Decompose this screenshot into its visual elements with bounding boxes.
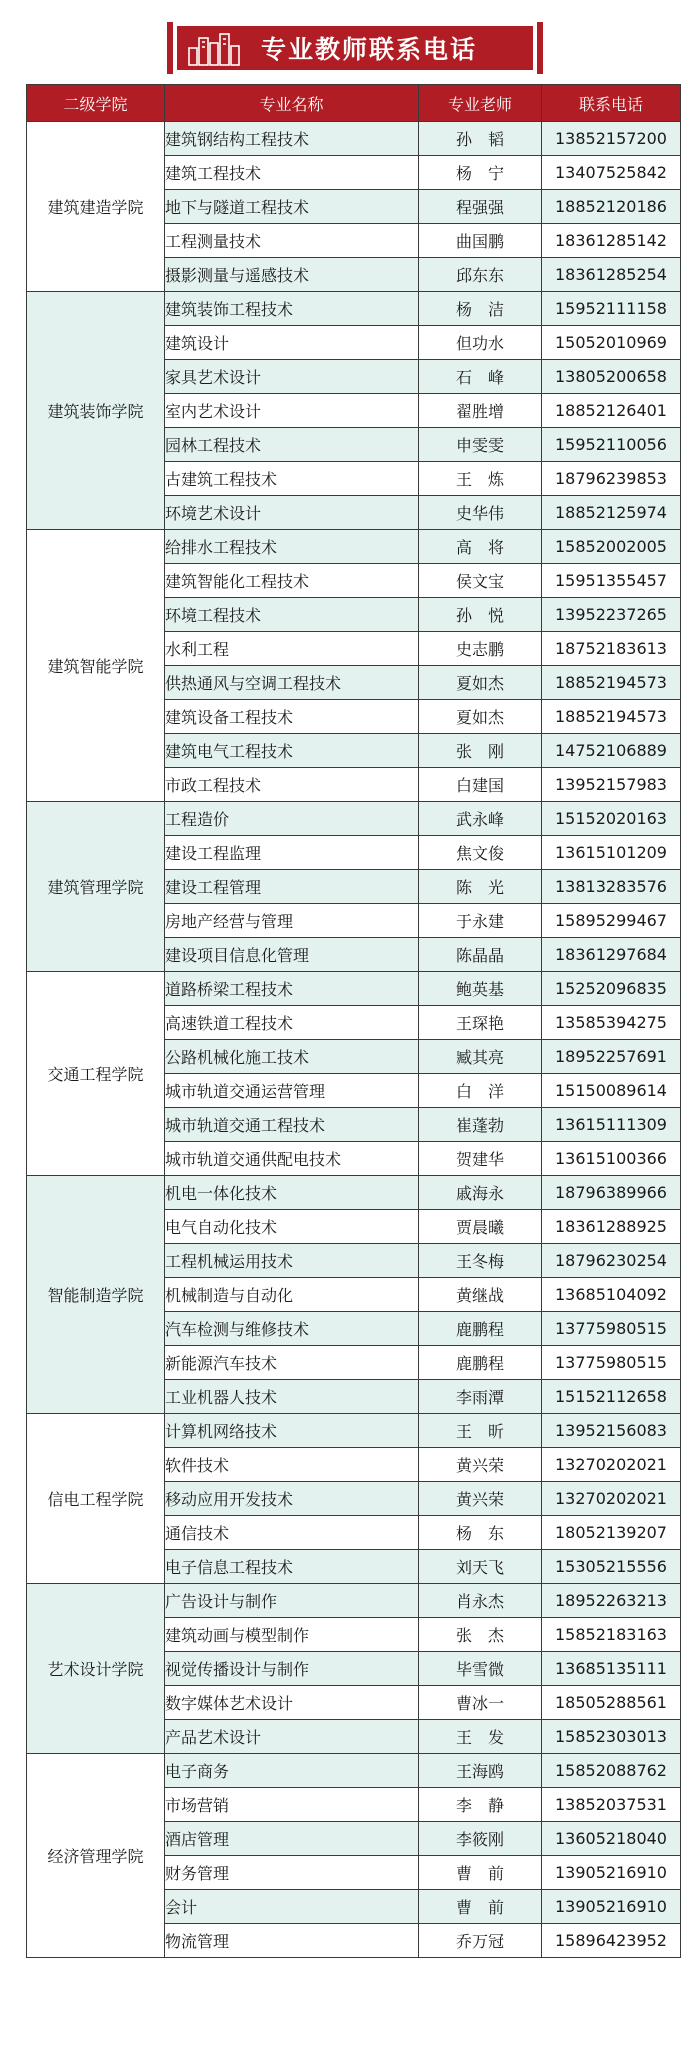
major-name: 工程造价 [165,802,419,836]
major-name: 建筑动画与模型制作 [165,1618,419,1652]
major-name: 城市轨道交通运营管理 [165,1074,419,1108]
table-row [27,1414,681,1448]
phone-number: 13905216910 [542,1890,681,1924]
contact-table [26,84,681,1958]
college-name: 建筑建造学院 [27,122,165,292]
phone-number: 13615101209 [542,836,681,870]
title-banner [177,26,533,70]
teacher-name: 王 昕 [419,1414,542,1448]
phone-number: 18796389966 [542,1176,681,1210]
table-row [27,292,681,326]
phone-number: 15852088762 [542,1754,681,1788]
phone-number: 15896423952 [542,1924,681,1958]
phone-number: 15052010969 [542,326,681,360]
teacher-name: 黄兴荣 [419,1482,542,1516]
teacher-name: 李 静 [419,1788,542,1822]
phone-number: 13407525842 [542,156,681,190]
phone-number: 18952257691 [542,1040,681,1074]
teacher-name: 贺建华 [419,1142,542,1176]
phone-number: 18852125974 [542,496,681,530]
phone-number: 13615111309 [542,1108,681,1142]
phone-number: 18952263213 [542,1584,681,1618]
major-name: 会计 [165,1890,419,1924]
table-row [27,1584,681,1618]
major-name: 家具艺术设计 [165,360,419,394]
college-name: 建筑装饰学院 [27,292,165,530]
teacher-name: 鹿鹏程 [419,1312,542,1346]
phone-number: 13775980515 [542,1312,681,1346]
teacher-name: 贾晨曦 [419,1210,542,1244]
phone-number: 14752106889 [542,734,681,768]
major-name: 给排水工程技术 [165,530,419,564]
teacher-name: 史华伟 [419,496,542,530]
phone-number: 13685104092 [542,1278,681,1312]
major-name: 建筑智能化工程技术 [165,564,419,598]
phone-number: 15152020163 [542,802,681,836]
major-name: 市场营销 [165,1788,419,1822]
teacher-name: 鹿鹏程 [419,1346,542,1380]
teacher-name: 王 发 [419,1720,542,1754]
major-name: 地下与隧道工程技术 [165,190,419,224]
phone-number: 13685135111 [542,1652,681,1686]
major-name: 建筑电气工程技术 [165,734,419,768]
teacher-name: 曲国鹏 [419,224,542,258]
teacher-name: 但功水 [419,326,542,360]
major-name: 数字媒体艺术设计 [165,1686,419,1720]
teacher-name: 王 炼 [419,462,542,496]
teacher-name: 焦文俊 [419,836,542,870]
phone-number: 13852157200 [542,122,681,156]
phone-number: 15150089614 [542,1074,681,1108]
table-row [27,1176,681,1210]
teacher-name: 张 刚 [419,734,542,768]
phone-number: 15852002005 [542,530,681,564]
major-name: 计算机网络技术 [165,1414,419,1448]
teacher-name: 白 洋 [419,1074,542,1108]
phone-number: 13615100366 [542,1142,681,1176]
teacher-name: 高 将 [419,530,542,564]
major-name: 环境工程技术 [165,598,419,632]
page-title: 专业教师联系电话 [260,35,477,64]
phone-number: 18752183613 [542,632,681,666]
phone-number: 15952111158 [542,292,681,326]
teacher-name: 王琛艳 [419,1006,542,1040]
major-name: 移动应用开发技术 [165,1482,419,1516]
major-name: 财务管理 [165,1856,419,1890]
major-name: 电气自动化技术 [165,1210,419,1244]
phone-number: 13775980515 [542,1346,681,1380]
teacher-name: 杨 东 [419,1516,542,1550]
teacher-name: 肖永杰 [419,1584,542,1618]
phone-number: 13270202021 [542,1482,681,1516]
phone-number: 13585394275 [542,1006,681,1040]
major-name: 机电一体化技术 [165,1176,419,1210]
phone-number: 18361288925 [542,1210,681,1244]
major-name: 物流管理 [165,1924,419,1958]
teacher-name: 毕雪微 [419,1652,542,1686]
teacher-name: 李雨潭 [419,1380,542,1414]
college-name: 智能制造学院 [27,1176,165,1414]
header-college: 二级学院 [27,85,165,122]
table-row [27,802,681,836]
teacher-name: 曹 前 [419,1890,542,1924]
phone-number: 15852303013 [542,1720,681,1754]
teacher-name: 侯文宝 [419,564,542,598]
major-name: 建筑工程技术 [165,156,419,190]
teacher-name: 杨 宁 [419,156,542,190]
header-major: 专业名称 [165,85,419,122]
major-name: 通信技术 [165,1516,419,1550]
teacher-name: 鲍英基 [419,972,542,1006]
phone-number: 15852183163 [542,1618,681,1652]
major-name: 房地产经营与管理 [165,904,419,938]
teacher-name: 孙 悦 [419,598,542,632]
major-name: 室内艺术设计 [165,394,419,428]
major-name: 广告设计与制作 [165,1584,419,1618]
phone-number: 13952157983 [542,768,681,802]
teacher-name: 黄继战 [419,1278,542,1312]
major-name: 城市轨道交通工程技术 [165,1108,419,1142]
teacher-name: 武永峰 [419,802,542,836]
college-name: 信电工程学院 [27,1414,165,1584]
phone-number: 18361285142 [542,224,681,258]
phone-number: 15252096835 [542,972,681,1006]
phone-number: 15952110056 [542,428,681,462]
phone-number: 15152112658 [542,1380,681,1414]
table-body [27,122,681,1958]
college-name: 建筑管理学院 [27,802,165,972]
teacher-name: 刘天飞 [419,1550,542,1584]
header-teacher: 专业老师 [419,85,542,122]
major-name: 建设工程管理 [165,870,419,904]
teacher-name: 邱东东 [419,258,542,292]
major-name: 电子信息工程技术 [165,1550,419,1584]
phone-number: 15895299467 [542,904,681,938]
teacher-name: 张 杰 [419,1618,542,1652]
major-name: 建筑钢结构工程技术 [165,122,419,156]
major-name: 建设工程监理 [165,836,419,870]
phone-number: 13952156083 [542,1414,681,1448]
teacher-name: 曹 前 [419,1856,542,1890]
major-name: 道路桥梁工程技术 [165,972,419,1006]
teacher-name: 戚海永 [419,1176,542,1210]
header-row [27,85,681,122]
table-row [27,972,681,1006]
major-name: 城市轨道交通供配电技术 [165,1142,419,1176]
teacher-name: 李筱刚 [419,1822,542,1856]
teacher-name: 王冬梅 [419,1244,542,1278]
major-name: 供热通风与空调工程技术 [165,666,419,700]
phone-number: 18852120186 [542,190,681,224]
phone-number: 18361297684 [542,938,681,972]
table-row [27,122,681,156]
college-name: 交通工程学院 [27,972,165,1176]
major-name: 建筑设计 [165,326,419,360]
college-name: 建筑智能学院 [27,530,165,802]
teacher-name: 史志鹏 [419,632,542,666]
teacher-name: 白建国 [419,768,542,802]
major-name: 视觉传播设计与制作 [165,1652,419,1686]
phone-number: 13605218040 [542,1822,681,1856]
teacher-name: 孙 韬 [419,122,542,156]
phone-number: 13805200658 [542,360,681,394]
major-name: 水利工程 [165,632,419,666]
header-phone: 联系电话 [542,85,681,122]
phone-number: 13905216910 [542,1856,681,1890]
teacher-name: 王海鸥 [419,1754,542,1788]
table-row [27,1754,681,1788]
major-name: 古建筑工程技术 [165,462,419,496]
phone-number: 13813283576 [542,870,681,904]
college-name: 经济管理学院 [27,1754,165,1958]
major-name: 汽车检测与维修技术 [165,1312,419,1346]
phone-number: 18361285254 [542,258,681,292]
major-name: 电子商务 [165,1754,419,1788]
phone-number: 13852037531 [542,1788,681,1822]
teacher-name: 夏如杰 [419,666,542,700]
teacher-name: 陈 光 [419,870,542,904]
phone-number: 15305215556 [542,1550,681,1584]
major-name: 工业机器人技术 [165,1380,419,1414]
major-name: 新能源汽车技术 [165,1346,419,1380]
major-name: 建筑设备工程技术 [165,700,419,734]
major-name: 产品艺术设计 [165,1720,419,1754]
teacher-name: 石 峰 [419,360,542,394]
teacher-name: 夏如杰 [419,700,542,734]
teacher-name: 于永建 [419,904,542,938]
teacher-name: 杨 洁 [419,292,542,326]
teacher-name: 崔蓬勃 [419,1108,542,1142]
phone-number: 18852126401 [542,394,681,428]
major-name: 高速铁道工程技术 [165,1006,419,1040]
teacher-name: 黄兴荣 [419,1448,542,1482]
teacher-name: 申雯雯 [419,428,542,462]
major-name: 建设项目信息化管理 [165,938,419,972]
phone-number: 18796230254 [542,1244,681,1278]
major-name: 环境艺术设计 [165,496,419,530]
table-row [27,530,681,564]
phone-number: 13952237265 [542,598,681,632]
buildings-icon [187,32,249,66]
major-name: 工程测量技术 [165,224,419,258]
major-name: 工程机械运用技术 [165,1244,419,1278]
phone-number: 18052139207 [542,1516,681,1550]
teacher-name: 乔万冠 [419,1924,542,1958]
major-name: 摄影测量与遥感技术 [165,258,419,292]
teacher-name: 翟胜增 [419,394,542,428]
teacher-name: 陈晶晶 [419,938,542,972]
phone-number: 18505288561 [542,1686,681,1720]
teacher-name: 曹冰一 [419,1686,542,1720]
major-name: 公路机械化施工技术 [165,1040,419,1074]
teacher-name: 程强强 [419,190,542,224]
phone-number: 18796239853 [542,462,681,496]
major-name: 机械制造与自动化 [165,1278,419,1312]
phone-number: 13270202021 [542,1448,681,1482]
major-name: 市政工程技术 [165,768,419,802]
teacher-name: 臧其亮 [419,1040,542,1074]
phone-number: 18852194573 [542,700,681,734]
phone-number: 15951355457 [542,564,681,598]
major-name: 建筑装饰工程技术 [165,292,419,326]
college-name: 艺术设计学院 [27,1584,165,1754]
major-name: 园林工程技术 [165,428,419,462]
major-name: 酒店管理 [165,1822,419,1856]
major-name: 软件技术 [165,1448,419,1482]
phone-number: 18852194573 [542,666,681,700]
